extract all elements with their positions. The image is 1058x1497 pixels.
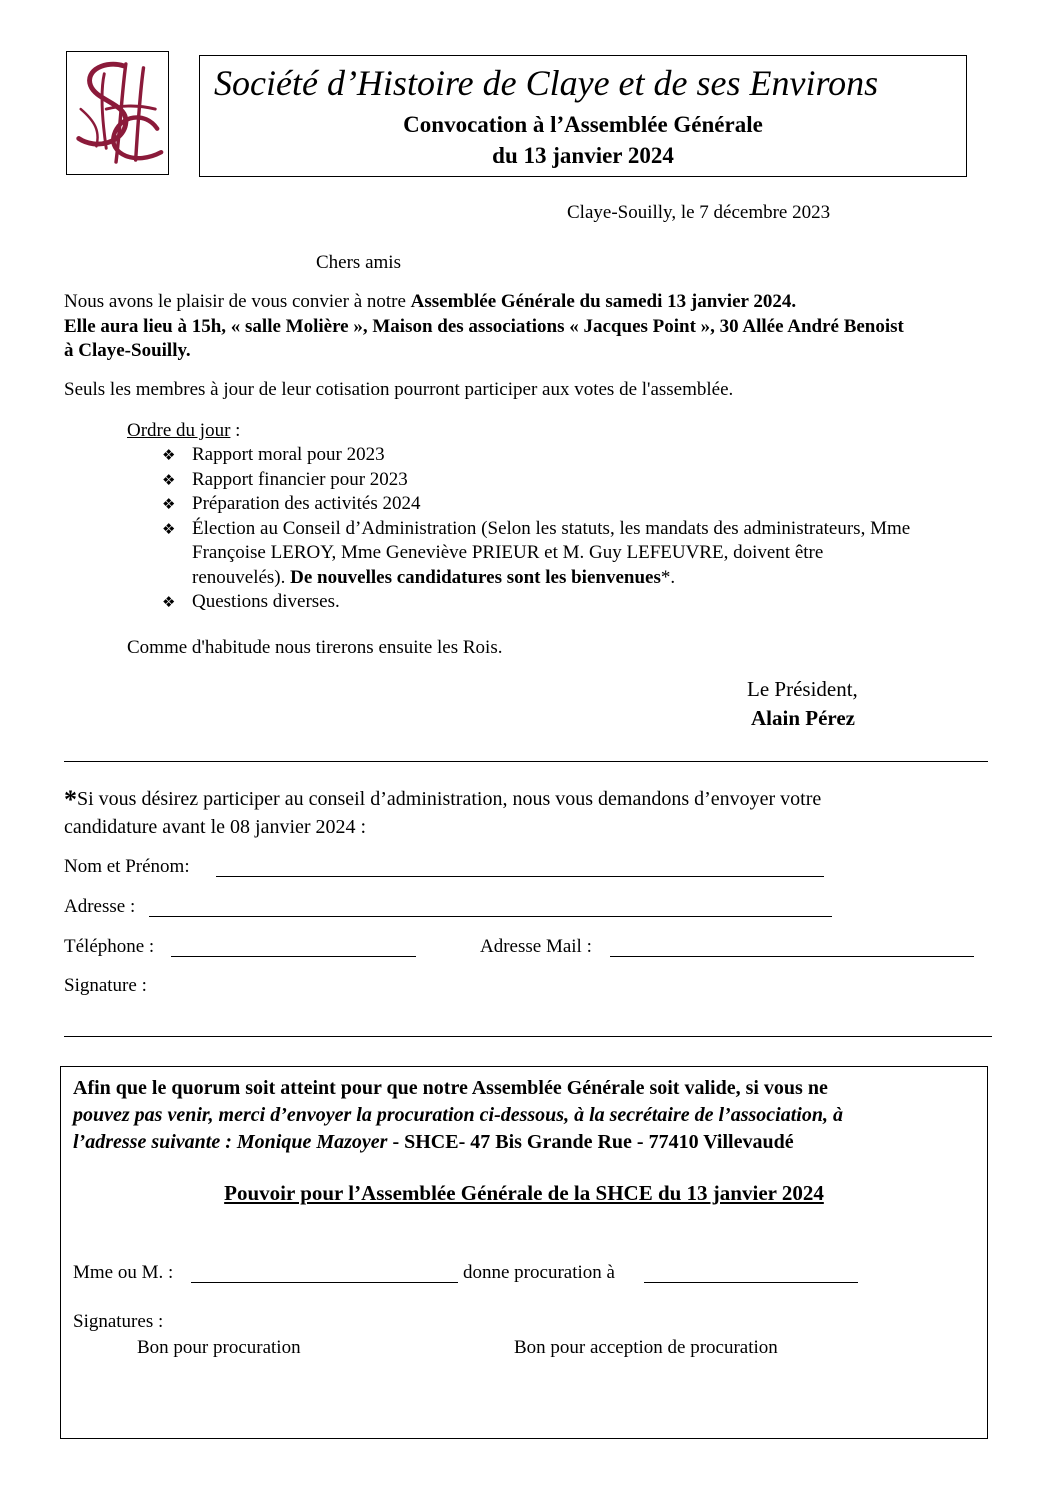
mme-input-line[interactable] <box>191 1282 458 1283</box>
agenda-item-text: Questions diverses. <box>192 591 340 612</box>
signature-label: Signature : <box>64 975 147 996</box>
society-logo <box>66 51 169 175</box>
phone-label: Téléphone : <box>64 936 155 957</box>
agenda-title: Ordre du jour <box>127 420 231 441</box>
email-input-line[interactable] <box>610 956 974 957</box>
quorum-line-3 <box>73 1130 794 1154</box>
quorum-line-1: Afin que le quorum soit atteint pour que notre Assemblée Générale soit valide, si vous ne <box>73 1077 828 1099</box>
members-note: Seuls les membres à jour de leur cotisation pourront participer aux votes de l'assemblée. <box>64 379 734 400</box>
signatory-role: Le Président, <box>747 677 858 701</box>
phone-input-line[interactable] <box>171 956 416 957</box>
header-title-box <box>199 55 967 177</box>
secretary-name: l’adresse suivante : Monique Mazoyer <box>73 1131 388 1153</box>
candidature-intro-line-1 <box>64 787 821 812</box>
convocation-title: Convocation à l’Assemblée Générale <box>403 112 763 137</box>
footnote-asterisk: * <box>64 785 77 814</box>
secretary-address: - SHCE- 47 Bis Grande Rue - 77410 Villevaudé <box>387 1131 794 1153</box>
diamond-bullet-icon: ❖ <box>162 520 176 538</box>
election-line-3 <box>192 566 675 591</box>
agenda-colon: : <box>230 420 241 441</box>
signatures-label: Signatures : <box>73 1311 164 1332</box>
proxy-title: Pouvoir pour l’Assemblée Générale de la SHCE du 13 janvier 2024 <box>224 1181 824 1205</box>
agenda-item-text: Rapport financier pour 2023 <box>192 469 408 490</box>
society-name: Société d’Histoire de Claye et de ses Environs <box>214 63 879 103</box>
candidature-intro-line-2: candidature avant le 08 janvier 2024 : <box>64 816 367 838</box>
section-divider <box>64 761 988 762</box>
address-label: Adresse : <box>64 896 136 917</box>
address-input-line[interactable] <box>149 916 832 917</box>
diamond-bullet-icon: ❖ <box>162 446 176 464</box>
bon-pour-acception: Bon pour acception de procuration <box>514 1337 778 1358</box>
candidates-welcome: De nouvelles candidatures sont les bienvenues <box>290 567 661 588</box>
diamond-bullet-icon: ❖ <box>162 593 176 611</box>
agenda-item-text: Rapport moral pour 2023 <box>192 444 385 465</box>
email-label: Adresse Mail : <box>480 936 592 957</box>
invitation-date: Assemblée Générale du samedi 13 janvier 2024. <box>410 291 797 312</box>
place-date: Claye-Souilly, le 7 décembre 2023 <box>567 202 831 223</box>
candidature-text: Si vous désirez participer au conseil d’administration, nous vous demandons d’envoyer votre <box>77 788 822 810</box>
election-line-2: Françoise LEROY, Mme Geneviève PRIEUR et M. Guy LEFEUVRE, doivent être <box>192 542 824 563</box>
invitation-paragraph <box>64 290 796 314</box>
venue-line-1: Elle aura lieu à 15h, « salle Molière », Maison des associations « Jacques Point », 30 Allée André Benoist <box>64 316 904 337</box>
shce-monogram-logo <box>67 52 168 174</box>
section-divider <box>64 1036 992 1037</box>
diamond-bullet-icon: ❖ <box>162 471 176 489</box>
election-footnote-mark: *. <box>660 567 676 588</box>
venue-line-2: à Claye-Souilly. <box>64 340 191 361</box>
election-text: renouvelés). <box>192 567 291 588</box>
closing-text: Comme d'habitude nous tirerons ensuite les Rois. <box>127 637 503 658</box>
name-input-line[interactable] <box>216 876 824 877</box>
quorum-line-2: pouvez pas venir, merci d’envoyer la procuration ci-dessous, à la secrétaire de l’association, à <box>73 1104 843 1126</box>
mme-label: Mme ou M. : <box>73 1262 174 1283</box>
agenda-heading <box>127 419 240 443</box>
election-line-1: Élection au Conseil d’Administration (Selon les statuts, les mandats des administrateurs, Mme <box>192 518 911 539</box>
diamond-bullet-icon: ❖ <box>162 495 176 513</box>
proxy-recipient-input-line[interactable] <box>644 1282 858 1283</box>
greeting: Chers amis <box>316 252 401 273</box>
signatory-name: Alain Pérez <box>751 706 855 730</box>
bon-pour-procuration: Bon pour procuration <box>137 1337 301 1358</box>
agenda-item-text: Préparation des activités 2024 <box>192 493 421 514</box>
gives-proxy-label: donne procuration à <box>463 1262 615 1283</box>
convocation-date: du 13 janvier 2024 <box>492 143 674 168</box>
name-label: Nom et Prénom: <box>64 856 190 877</box>
invitation-text: Nous avons le plaisir de vous convier à notre <box>64 291 411 312</box>
